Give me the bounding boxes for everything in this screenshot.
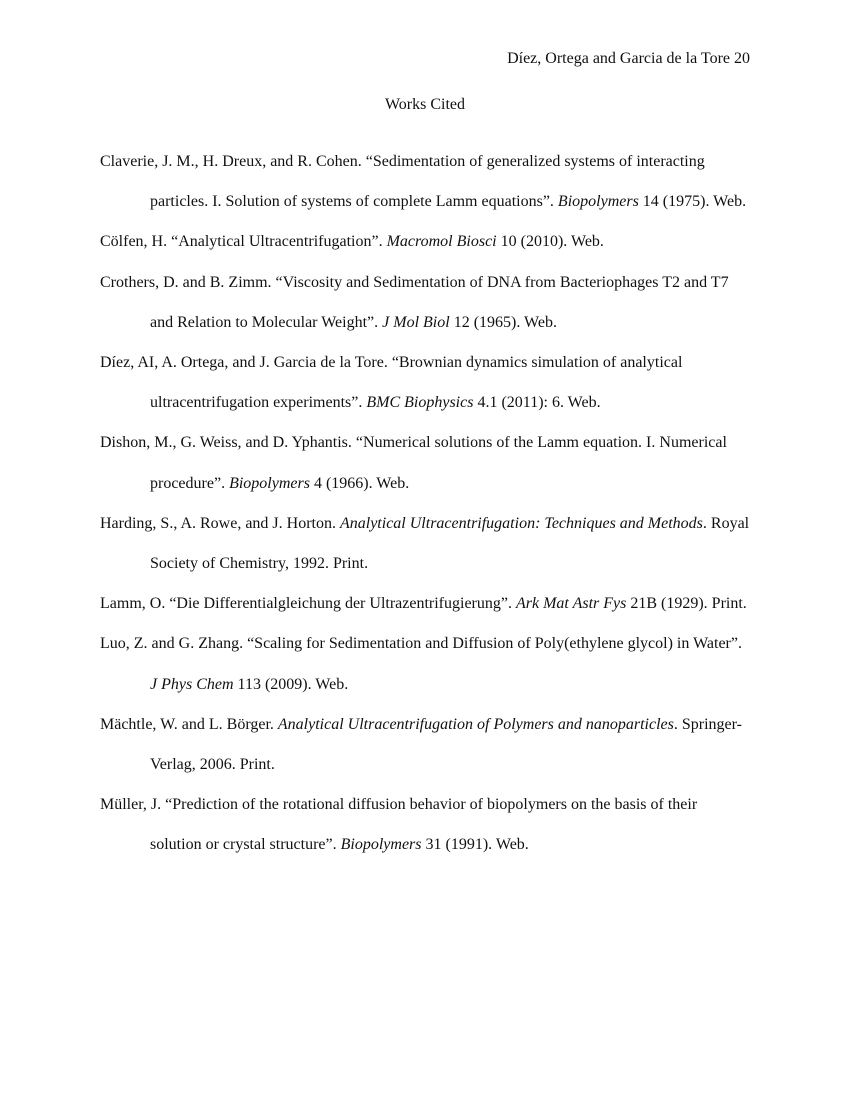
reference-source: J Phys Chem: [150, 675, 234, 693]
reference-text: Lamm, O. “Die Differentialgleichung der Ultrazentrifugierung”.: [100, 595, 516, 613]
works-cited-list: [100, 142, 750, 866]
reference-details: 4.1 (2011): 6. Web.: [473, 394, 601, 412]
reference-details: . Royal Society of Chemistry, 1992. Print.: [150, 514, 750, 573]
reference-entry: [100, 705, 750, 785]
reference-entry: [100, 222, 750, 262]
reference-entry: [100, 785, 750, 865]
reference-entry: [100, 142, 750, 222]
reference-source: BMC Biophysics: [366, 394, 474, 412]
reference-entry: [100, 263, 750, 343]
reference-entry: [100, 343, 750, 423]
reference-details: 21B (1929). Print.: [626, 595, 747, 613]
reference-source: Analytical Ultracentrifugation: Techniques and Methods: [339, 514, 703, 532]
reference-source: Macromol Biosci: [386, 233, 497, 251]
reference-text: Mächtle, W. and L. Börger.: [100, 715, 278, 733]
reference-text: Díez, AI, A. Ortega, and J. Garcia de la Tore. “Brownian dynamics simulation of analytical ultracentrifugation experiments”.: [100, 354, 683, 412]
reference-details: . Springer-Verlag, 2006. Print.: [150, 715, 742, 774]
page-title: Works Cited: [384, 96, 466, 113]
reference-source: Analytical Ultracentrifugation of Polymers and nanoparticles: [277, 715, 674, 733]
reference-text: Harding, S., A. Rowe, and J. Horton.: [100, 514, 340, 532]
reference-text: Dishon, M., G. Weiss, and D. Yphantis. “Numerical solutions of the Lamm equation. I. Numerical procedure”.: [100, 434, 727, 492]
reference-details: 31 (1991). Web.: [421, 836, 529, 854]
reference-text: Crothers, D. and B. Zimm. “Viscosity and Sedimentation of DNA from Bacteriophages T2 and T7 and Relation to Molecular Weight”.: [100, 273, 729, 331]
reference-entry: [100, 423, 750, 503]
reference-text: Cölfen, H. “Analytical Ultracentrifugation”.: [100, 233, 387, 251]
reference-entry: [100, 584, 750, 624]
reference-details: 113 (2009). Web.: [233, 675, 349, 693]
reference-text: Müller, J. “Prediction of the rotational diffusion behavior of biopolymers on the basis of their solution or crystal structure”.: [100, 796, 698, 854]
reference-source: Biopolymers: [340, 836, 422, 854]
reference-details: 4 (1966). Web.: [309, 474, 410, 492]
reference-entry: [100, 624, 750, 704]
reference-text: Claverie, J. M., H. Dreux, and R. Cohen. “Sedimentation of generalized systems of interacting particles. I. Solution of systems of complete Lamm equations”.: [100, 153, 705, 211]
reference-source: Ark Mat Astr Fys: [515, 595, 627, 613]
reference-text: Luo, Z. and G. Zhang. “Scaling for Sedimentation and Diffusion of Poly(ethylene glycol) in Water”.: [100, 635, 742, 653]
reference-source: J Mol Biol: [382, 313, 450, 331]
reference-details: 14 (1975). Web.: [638, 193, 747, 211]
running-head: Díez, Ortega and Garcia de la Tore 20: [507, 50, 750, 67]
reference-source: Biopolymers: [229, 474, 310, 492]
reference-entry: [100, 504, 750, 584]
reference-source: Biopolymers: [557, 193, 639, 211]
reference-details: 10 (2010). Web.: [496, 233, 604, 251]
reference-details: 12 (1965). Web.: [449, 313, 557, 331]
